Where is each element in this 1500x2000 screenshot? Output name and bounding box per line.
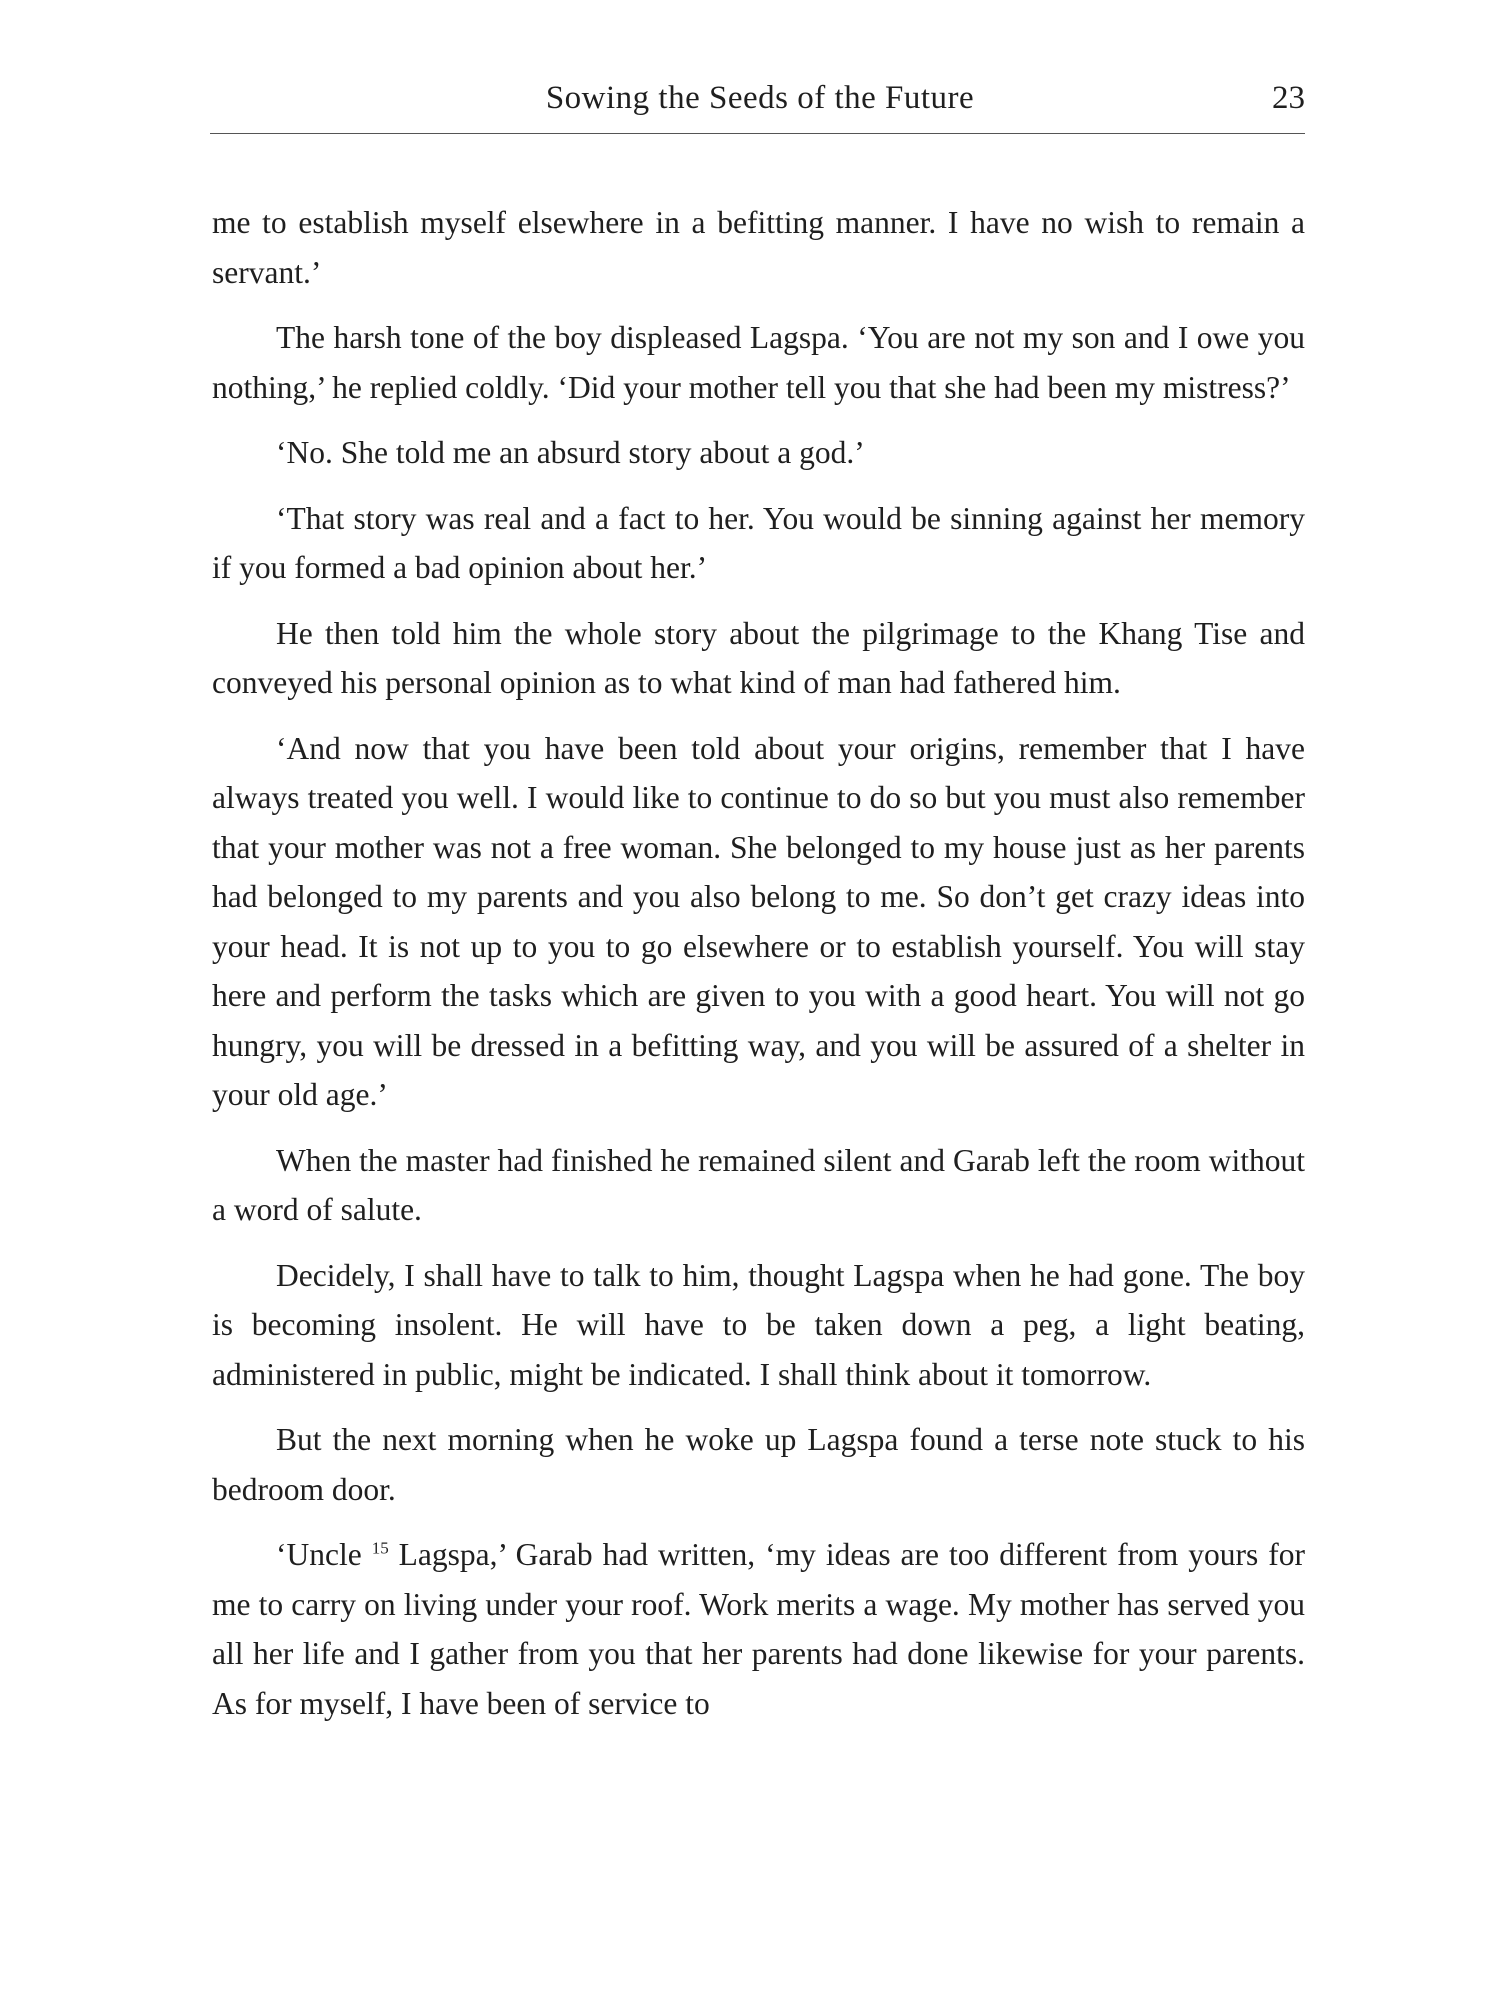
running-header bbox=[215, 74, 1305, 122]
page-number: 23 bbox=[1272, 80, 1305, 116]
paragraph: ‘That story was real and a fact to her. You would be sinning against her memory if you formed a bad opinion about her.’ bbox=[212, 500, 1305, 585]
paragraph: me to establish myself elsewhere in a befitting manner. I have no wish to remain a servant.’ bbox=[212, 205, 1305, 290]
footnote-reference[interactable]: 15 bbox=[371, 1538, 389, 1558]
body-text bbox=[212, 198, 1305, 1744]
header-rule bbox=[210, 133, 1305, 134]
paragraph: But the next morning when he woke up Lagspa found a terse note stuck to his bedroom door. bbox=[212, 1422, 1305, 1507]
paragraph: He then told him the whole story about the pilgrimage to the Khang Tise and conveyed his personal opinion as to what kind of man had fathered him. bbox=[212, 615, 1305, 700]
paragraph: ‘No. She told me an absurd story about a god.’ bbox=[276, 435, 865, 470]
paragraph: ‘And now that you have been told about your origins, remember that I have always treated you well. I would like to continue to do so but you must also remember that your mother was not a free woman. She belonged to my house just as her parents had belonged to my parents and you also belong to me. So don’t get crazy ideas into your head. It is not up to you to go elsewhere or to establish yourself. You will stay here and perform the tasks which are given to you with a good heart. You will not go hungry, you will be dressed in a befitting way, and you will be assured of a shelter in your old age.’ bbox=[212, 730, 1305, 1112]
paragraph: When the master had finished he remained silent and Garab left the room without a word of salute. bbox=[212, 1142, 1305, 1227]
paragraph-opening: ‘Uncle bbox=[276, 1537, 362, 1572]
paragraph: The harsh tone of the boy displeased Lagspa. ‘You are not my son and I owe you nothing,’ he replied coldly. ‘Did your mother tell you that she had been my mistress?’ bbox=[212, 320, 1305, 405]
paragraph: Decidely, I shall have to talk to him, thought Lagspa when he had gone. The boy is becoming insolent. He will have to be taken down a peg, a light beating, administered in public, might be indicated. I shall think about it tomorrow. bbox=[212, 1257, 1305, 1392]
chapter-title: Sowing the Seeds of the Future bbox=[545, 80, 975, 116]
paragraph bbox=[212, 1530, 1305, 1728]
paragraph-rest: Lagspa,’ Garab had written, ‘my ideas are too different from yours for me to carry on living under your roof. Work merits a wage. My mother has served you all her life and I gather from you that her parents had done likewise for your parents. As for myself, I have been of service to bbox=[212, 1537, 1305, 1721]
